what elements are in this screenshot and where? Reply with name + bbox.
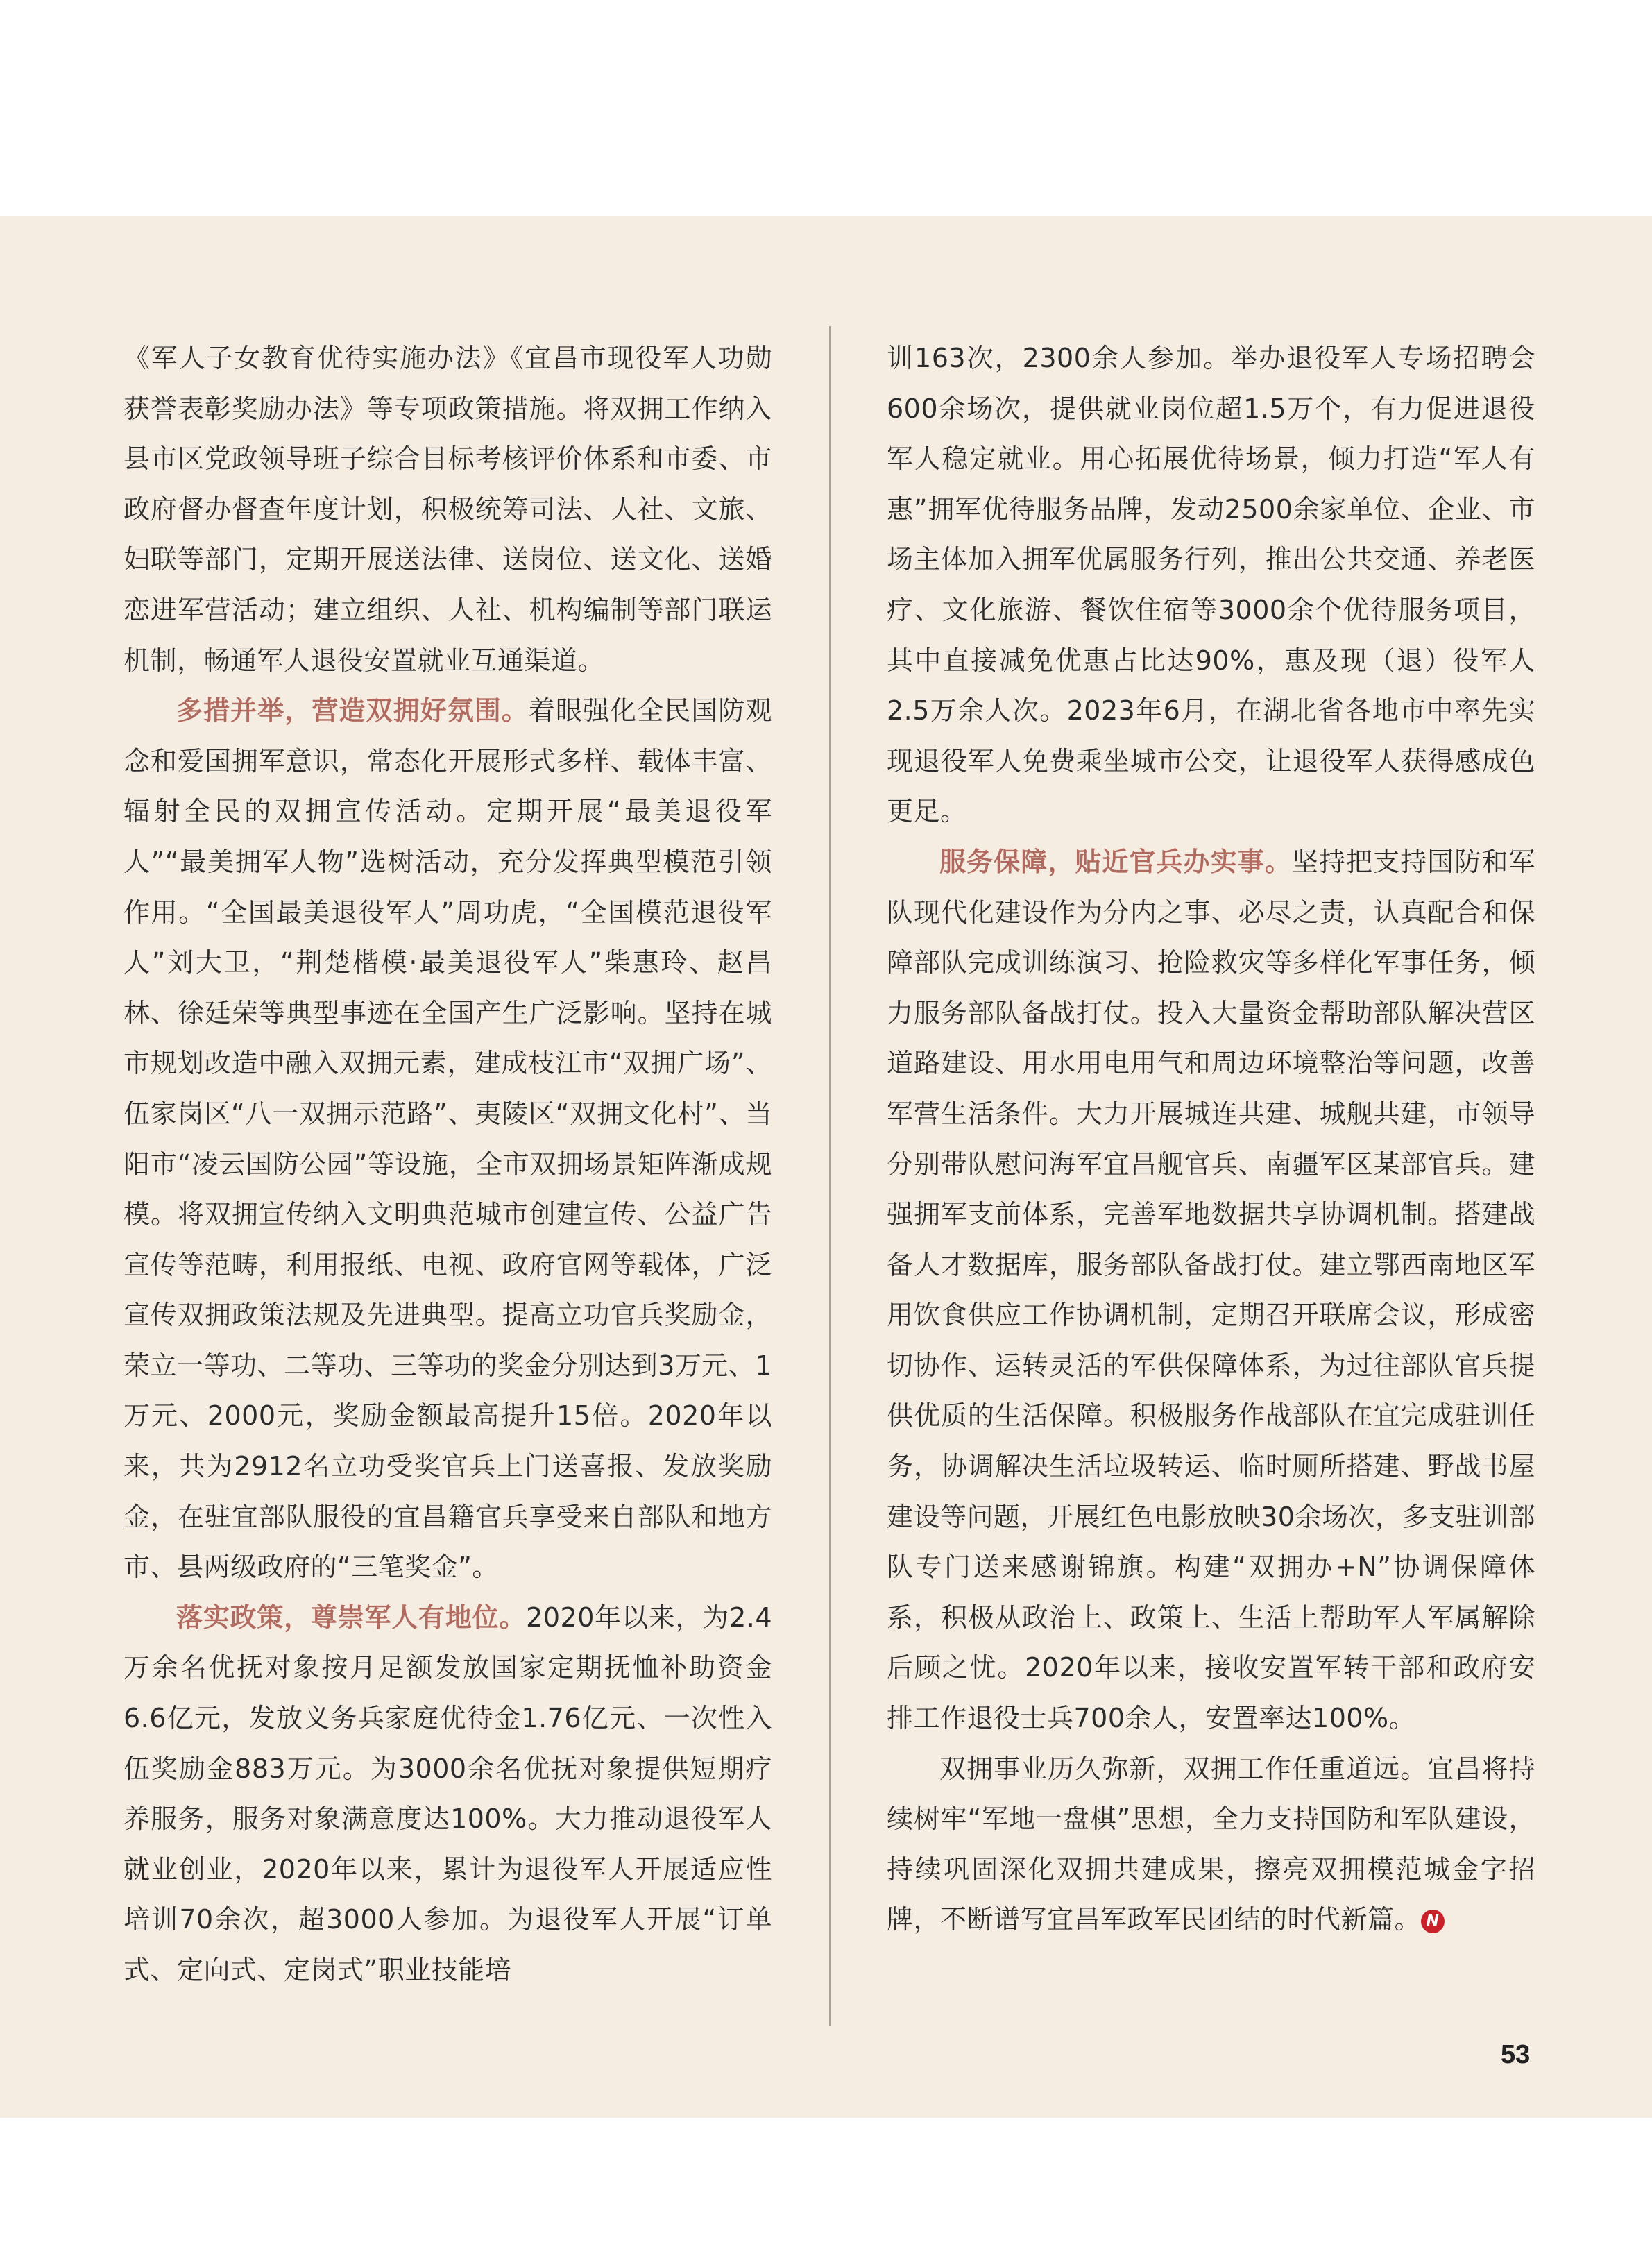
right-paragraph-3 — [887, 1744, 1535, 1945]
end-mark-icon: N — [1421, 1910, 1445, 1933]
section-heading-atmosphere: 多措并举，营造双拥好氛围。 — [176, 695, 529, 727]
right-paragraph-2-body: 坚持把支持国防和军队现代化建设作为分内之事、必尽之责，认真配合和保障部队完成训练演习、抢险救灾等多样化军事任务，倾力服务部队备战打仗。投入大量资金帮助部队解决营区道路建设、用水用电用气和周边环境整治等问题，改善军营生活条件。大力开展城连共建、城舰共建，市领导分别带队慰问海军宜昌舰官兵、南疆军区某部官兵。建强拥军支前体系，完善军地数据共享协调机制。搭建战备人才数据库，服务部队备战打仗。建立鄂西南地区军用饮食供应工作协调机制，定期召开联席会议，形成密切协作、运转灵活的军供保障体系，为过往部队官兵提供优质的生活保障。积极服务作战部队在宜完成驻训任务，协调解决生活垃圾转运、临时厕所搭建、野战书屋建设等问题，开展红色电影放映30余场次，多支驻训部队专门送来感谢锦旗。构建“双拥办+N”协调保障体系，积极从政治上、政策上、生活上帮助军人军属解除后顾之忧。2020年以来，接收安置军转干部和政府安排工作退役士兵700余人，安置率达100%。 — [887, 846, 1535, 1734]
page-number: 53 — [1501, 2040, 1531, 2069]
section-heading-policy: 落实政策，尊崇军人有地位。 — [176, 1602, 527, 1633]
left-paragraph-3 — [124, 1593, 772, 1996]
right-paragraph-1: 训163次，2300余人参加。举办退役军人专场招聘会600余场次，提供就业岗位超1.5万个，有力促进退役军人稳定就业。用心拓展优待场景，倾力打造“军人有惠”拥军优待服务品牌，发动2500余家单位、企业、市场主体加入拥军优属服务行列，推出公共交通、养老医疗、文化旅游、餐饮住宿等3000余个优待服务项目，其中直接减免优惠占比达90%，惠及现（退）役军人2.5万余人次。2023年6月，在湖北省各地市中率先实现退役军人免费乘坐城市公交，让退役军人获得感成色更足。 — [887, 343, 1535, 827]
left-paragraph-1: 《军人子女教育优待实施办法》《宜昌市现役军人功勋获誉表彰奖励办法》等专项政策措施。将双拥工作纳入县市区党政领导班子综合目标考核评价体系和市委、市政府督办督查年度计划，积极统筹司法、人社、文旅、妇联等部门，定期开展送法律、送岗位、送文化、送婚恋进军营活动；建立组织、人社、机构编制等部门联运机制，畅通军人退役安置就业互通渠道。 — [124, 343, 772, 676]
right-column — [887, 333, 1535, 1945]
section-heading-service: 服务保障，贴近官兵办实事。 — [939, 846, 1292, 877]
column-divider — [829, 326, 831, 2026]
right-paragraph-3-body: 双拥事业历久弥新，双拥工作任重道远。宜昌将持续树牢“军地一盘棋”思想，全力支持国防和军队建设，持续巩固深化双拥共建成果，擦亮双拥模范城金字招牌，不断谱写宜昌军政军民团结的时代新篇。 — [887, 1753, 1535, 1935]
left-paragraph-2-body: 着眼强化全民国防观念和爱国拥军意识，常态化开展形式多样、载体丰富、辐射全民的双拥宣传活动。定期开展“最美退役军人”“最美拥军人物”选树活动，充分发挥典型模范引领作用。“全国最美退役军人”周功虎，“全国模范退役军人”刘大卫，“荆楚楷模·最美退役军人”柴惠玲、赵昌林、徐廷荣等典型事迹在全国产生广泛影响。坚持在城市规划改造中融入双拥元素，建成枝江市“双拥广场”、伍家岗区“八一双拥示范路”、夷陵区“双拥文化村”、当阳市“凌云国防公园”等设施，全市双拥场景矩阵渐成规模。将双拥宣传纳入文明典范城市创建宣传、公益广告宣传等范畴，利用报纸、电视、政府官网等载体，广泛宣传双拥政策法规及先进典型。提高立功官兵奖励金，荣立一等功、二等功、三等功的奖金分别达到3万元、1万元、2000元，奖励金额最高提升15倍。2020年以来，共为2912名立功受奖官兵上门送喜报、发放奖励金，在驻宜部队服役的宜昌籍官兵享受来自部队和地方市、县两级政府的“三笔奖金”。 — [124, 695, 772, 1583]
left-paragraph-2 — [124, 686, 772, 1593]
right-paragraph-2 — [887, 837, 1535, 1744]
left-column — [124, 333, 772, 1996]
left-paragraph-3-body: 2020年以来，为2.4万余名优抚对象按月足额发放国家定期抚恤补助资金6.6亿元，发放义务兵家庭优待金1.76亿元、一次性入伍奖励金883万元。为3000余名优抚对象提供短期疗养服务，服务对象满意度达100%。大力推动退役军人就业创业，2020年以来，累计为退役军人开展适应性培训70余次，超3000人参加。为退役军人开展“订单式、定向式、定岗式”职业技能培 — [124, 1602, 772, 1985]
